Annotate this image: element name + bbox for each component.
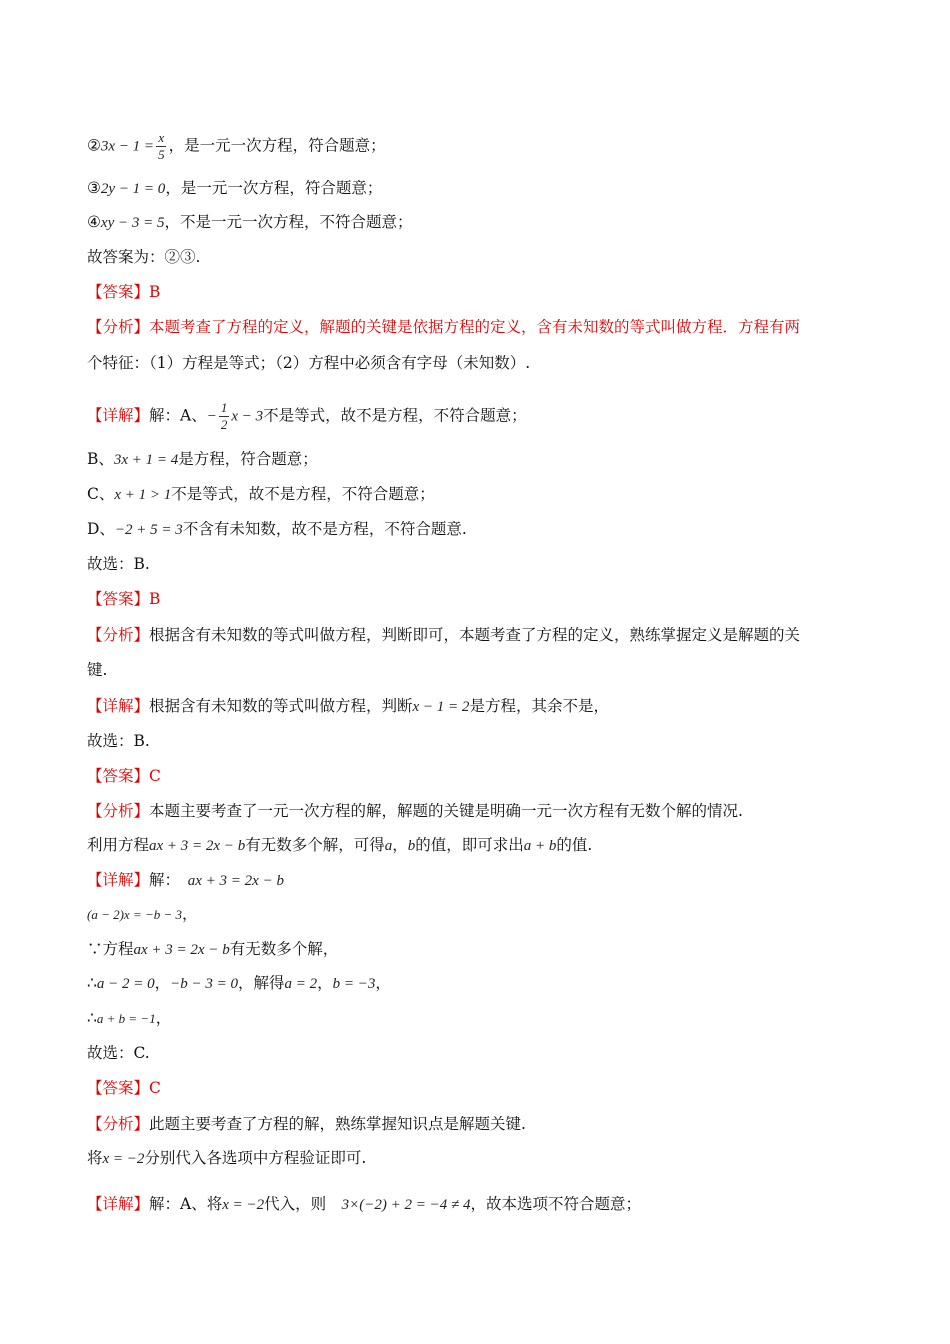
- body-text: 故选：C.: [87, 1044, 150, 1062]
- math-expression: 3×(−2) + 2 = −4 ≠ 4: [341, 1197, 471, 1213]
- fraction: [219, 400, 230, 433]
- text-line: [87, 448, 318, 471]
- text-line: [87, 483, 435, 506]
- fraction-denominator: 2: [220, 417, 228, 432]
- text-line: [87, 765, 161, 787]
- text-line: [87, 800, 743, 822]
- body-text: D、: [87, 520, 115, 538]
- text-line: [87, 177, 382, 200]
- body-text: ，: [375, 974, 391, 992]
- text-line: [87, 972, 391, 995]
- text-line: [87, 352, 530, 374]
- fraction-denominator: 5: [158, 147, 165, 162]
- body-text: 是方程，其余不是，: [469, 697, 609, 715]
- body-text: 不是等式，故不是方程，不符合题意；: [263, 406, 527, 425]
- body-text: 根据含有未知数的等式叫做方程，判断即可，本题考查了方程的定义，熟练掌握定义是解题的关: [149, 626, 801, 644]
- math-expression: a = 2: [284, 976, 318, 992]
- text-line: [87, 130, 386, 163]
- body-text: 解：A、将: [149, 1195, 223, 1213]
- math-expression: 3x − 1 =: [100, 138, 155, 155]
- body-text: 键.: [87, 661, 108, 679]
- body-text: 不含有未知数，故不是方程，不符合题意.: [182, 520, 467, 538]
- text-line: [87, 624, 800, 646]
- text-line: [87, 1193, 641, 1216]
- fraction-numerator: x: [158, 130, 165, 145]
- text-line: [87, 938, 338, 961]
- body-text: ④: [87, 213, 101, 231]
- body-text: 本题主要考查了一元一次方程的解，解题的关键是明确一元一次方程有无数个解的情况.: [149, 802, 743, 820]
- text-line: [87, 211, 412, 234]
- section-label: 【详解】: [87, 871, 150, 889]
- text-line: [87, 588, 160, 610]
- body-text: ∴: [87, 1009, 97, 1027]
- math-expression: ax + 3 = 2x − b: [187, 873, 284, 889]
- body-text: 的值，即可求出: [415, 836, 524, 854]
- text-line: [87, 834, 592, 857]
- text-line: [87, 400, 527, 433]
- text-line: [87, 246, 200, 268]
- section-label: 【分析】: [87, 626, 150, 644]
- math-expression: 3x + 1 = 4: [113, 452, 179, 468]
- math-expression: a − 2 = 0: [96, 976, 155, 992]
- body-text: ，不是一元一次方程，不符合题意；: [164, 213, 413, 231]
- fraction: [156, 130, 167, 163]
- body-text: ，: [317, 974, 333, 992]
- text-line: [87, 903, 198, 926]
- text-line: [87, 1077, 161, 1099]
- math-expression: 2y − 1 = 0: [100, 181, 166, 197]
- body-text: ，: [155, 1009, 172, 1027]
- math-expression: a + b: [523, 838, 557, 854]
- text-line: [87, 1147, 366, 1170]
- math-expression: ax + 3 = 2x − b: [149, 838, 246, 854]
- text-line: [87, 281, 160, 303]
- text-line: [87, 1007, 171, 1030]
- math-expression: xy − 3 = 5: [100, 215, 165, 231]
- math-expression: ax + 3 = 2x − b: [133, 942, 230, 958]
- body-text: ，是一元一次方程，符合题意；: [165, 179, 383, 197]
- body-text: 故选：B.: [87, 555, 150, 573]
- body-text: ，: [154, 974, 171, 992]
- body-text: C、: [87, 485, 115, 503]
- math-expression: x + 1 > 1: [114, 487, 172, 503]
- body-text: ∴: [87, 974, 97, 992]
- body-text: ∵方程: [87, 940, 134, 958]
- math-expression: (a − 2)x = −b − 3: [87, 907, 183, 922]
- body-text: 不是等式，故不是方程，不符合题意；: [171, 485, 435, 503]
- body-text: 故答案为：②③.: [87, 248, 201, 266]
- section-label: 【详解】: [87, 406, 150, 425]
- section-label: 【详解】: [87, 1195, 150, 1213]
- text-line: [87, 730, 150, 752]
- body-text: ，解得: [238, 974, 285, 992]
- body-text: ②: [87, 136, 101, 155]
- math-expression: −b − 3 = 0: [170, 976, 239, 992]
- body-text: 利用方程: [87, 836, 150, 854]
- body-text: 有无数多个解，: [229, 940, 339, 958]
- section-label: 【分析】: [87, 802, 150, 820]
- body-text: 代入，则: [264, 1195, 342, 1213]
- math-expression: −2 + 5 = 3: [114, 522, 183, 538]
- body-text: 分别代入各选项中方程验证即可.: [144, 1149, 367, 1167]
- math-expression: b: [407, 838, 416, 854]
- section-label: 【答案】C: [87, 767, 161, 785]
- text-line: [87, 695, 609, 718]
- body-text: 解：: [149, 871, 188, 889]
- math-expression: a + b = −1: [96, 1011, 156, 1026]
- section-label: 【分析】: [87, 1115, 150, 1133]
- section-label: 【分析】本题考查了方程的定义，解题的关键是依据方程的定义，含有未知数的等式叫做方程．方程有两: [87, 318, 801, 336]
- text-line: [87, 553, 150, 575]
- fraction-numerator: 1: [220, 400, 228, 415]
- section-label: 【答案】B: [87, 283, 161, 301]
- body-text: 的值.: [556, 836, 593, 854]
- math-expression: x = −2: [222, 1197, 265, 1213]
- body-text: ，是一元一次方程，符合题意；: [168, 136, 386, 155]
- body-text: ，故本选项不符合题意；: [470, 1195, 641, 1213]
- text-line: [87, 1113, 526, 1135]
- body-text: 个特征：（1）方程是等式；（2）方程中必须含有字母（未知数）.: [87, 354, 531, 372]
- math-expression: a: [384, 838, 393, 854]
- math-expression: x − 1 = 2: [412, 699, 470, 715]
- text-line: [87, 518, 467, 541]
- body-text: ③: [87, 179, 101, 197]
- body-text: ，: [182, 905, 198, 923]
- body-text: 此题主要考查了方程的解，熟练掌握知识点是解题关键.: [149, 1115, 526, 1133]
- text-line: [87, 659, 107, 681]
- math-expression: x = −2: [102, 1151, 145, 1167]
- body-text: 解：A、: [149, 406, 207, 425]
- body-text: 有无数多个解，可得: [245, 836, 385, 854]
- body-text: 根据含有未知数的等式叫做方程，判断: [149, 697, 413, 715]
- text-line: [87, 1042, 150, 1064]
- section-label: 【答案】C: [87, 1079, 161, 1097]
- section-label: 【详解】: [87, 697, 150, 715]
- math-expression: −: [206, 408, 217, 425]
- text-line: [87, 869, 284, 892]
- body-text: ，: [392, 836, 408, 854]
- section-label: 【答案】B: [87, 590, 161, 608]
- body-text: 将: [87, 1149, 103, 1167]
- text-line: [87, 316, 800, 338]
- body-text: 故选：B.: [87, 732, 150, 750]
- math-expression: x − 3: [231, 408, 264, 425]
- body-text: 是方程，符合题意；: [178, 450, 318, 468]
- math-expression: b = −3: [332, 976, 376, 992]
- body-text: B、: [87, 450, 114, 468]
